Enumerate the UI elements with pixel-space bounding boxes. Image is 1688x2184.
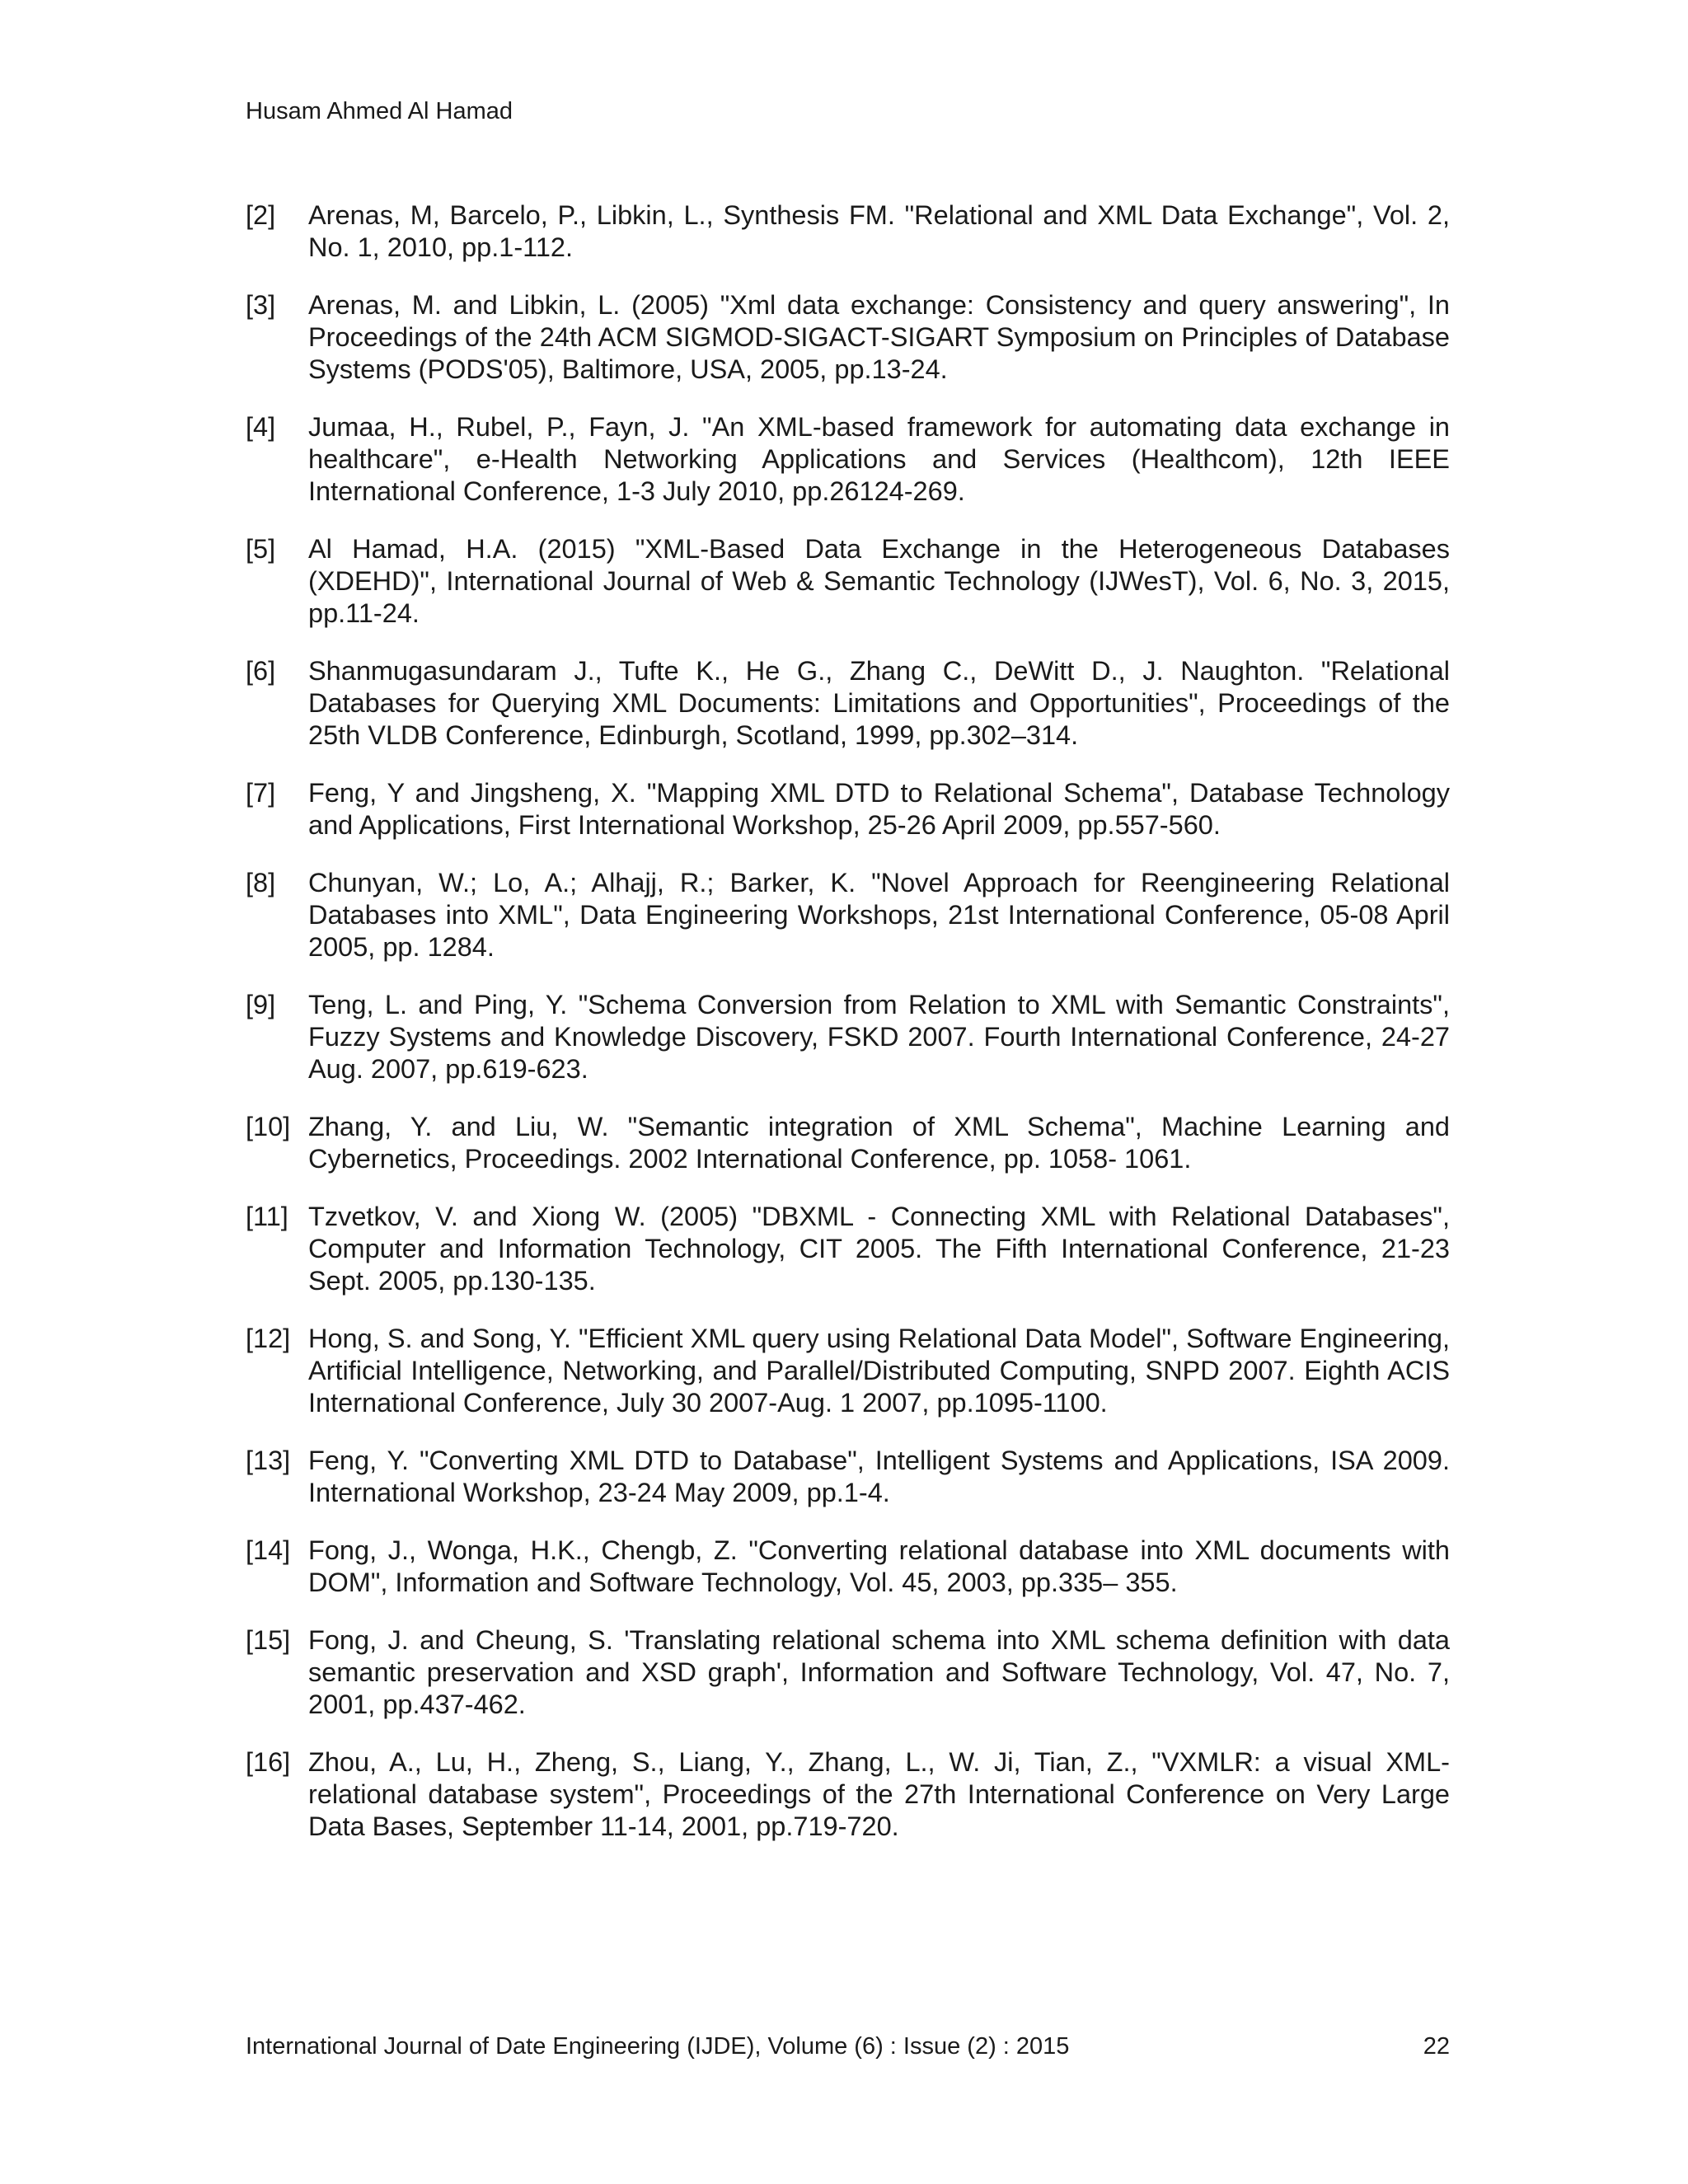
reference-number: [12] [246,1324,291,1353]
reference-number: [8] [246,868,276,898]
reference-number: [5] [246,534,276,564]
reference-item [246,655,1450,752]
reference-text: Teng, L. and Ping, Y. "Schema Conversion from Relation to XML with Semantic Constraints", Fuzzy Systems and Knowledge Discovery, FSKD 2007. Fourth International Conference, 24-27 Aug. 2007, pp.619-623. [308,990,1450,1084]
reference-text: Arenas, M, Barcelo, P., Libkin, L., Synthesis FM. "Relational and XML Data Exchange", Vol. 2, No. 1, 2010, pp.1-112. [308,200,1450,262]
reference-number: [3] [246,290,276,320]
reference-item [246,1323,1450,1419]
reference-item [246,199,1450,264]
reference-item [246,989,1450,1085]
reference-item [246,533,1450,630]
footer-journal-citation: International Journal of Date Engineering (IJDE), Volume (6) : Issue (2) : 2015 [246,2033,1070,2060]
reference-text: Feng, Y. "Converting XML DTD to Database", Intelligent Systems and Applications, ISA 2009. International Workshop, 23-24 May 2009, pp.1-4. [308,1446,1450,1507]
reference-item [246,1624,1450,1721]
reference-number: [2] [246,200,276,230]
reference-text: Arenas, M. and Libkin, L. (2005) "Xml data exchange: Consistency and query answering", In Proceedings of the 24th ACM SIGMOD-SIGACT-SIGART Symposium on Principles of Database Systems (PODS'05), Baltimore, USA, 2005, pp.13-24. [308,290,1450,384]
reference-text: Chunyan, W.; Lo, A.; Alhajj, R.; Barker, K. "Novel Approach for Reengineering Relational Databases into XML", Data Engineering Workshops, 21st International Conference, 05-08 April 2005, pp. 1284. [308,868,1450,962]
reference-number: [11] [246,1202,288,1231]
reference-text: Shanmugasundaram J., Tufte K., He G., Zhang C., DeWitt D., J. Naughton. "Relational Databases for Querying XML Documents: Limitations and Opportunities", Proceedings of the 25th VLDB Conference, Edinburgh, Scotland, 1999, pp.302–314. [308,656,1450,750]
reference-item [246,867,1450,963]
reference-item [246,1445,1450,1509]
reference-text: Zhang, Y. and Liu, W. "Semantic integration of XML Schema", Machine Learning and Cybernetics, Proceedings. 2002 International Conference, pp. 1058- 1061. [308,1112,1450,1174]
reference-text: Al Hamad, H.A. (2015) "XML-Based Data Exchange in the Heterogeneous Databases (XDEHD)", International Journal of Web & Semantic Technology (IJWesT), Vol. 6, No. 3, 2015, pp.11-24. [308,534,1450,628]
page-footer [246,2032,1450,2061]
reference-item [246,1535,1450,1599]
reference-item [246,1746,1450,1843]
reference-item [246,1201,1450,1297]
reference-item [246,1111,1450,1175]
reference-text: Fong, J. and Cheung, S. 'Translating relational schema into XML schema definition with data semantic preservation and XSD graph', Information and Software Technology, Vol. 47, No. 7, 2001, pp.437-462. [308,1625,1450,1719]
reference-text: Hong, S. and Song, Y. "Efficient XML query using Relational Data Model", Software Engineering, Artificial Intelligence, Networking, and Parallel/Distributed Computing, SNPD 2007. Eighth ACIS International Conference, July 30 2007-Aug. 1 2007, pp.1095-1100. [308,1324,1450,1418]
reference-number: [16] [246,1747,291,1777]
reference-number: [4] [246,412,276,442]
reference-text: Jumaa, H., Rubel, P., Fayn, J. "An XML-based framework for automating data exchange in healthcare", e-Health Networking Applications and Services (Healthcom), 12th IEEE International Conference, 1-3 July 2010, pp.26124-269. [308,412,1450,506]
reference-number: [15] [246,1625,291,1655]
reference-number: [9] [246,990,276,1019]
reference-number: [14] [246,1535,291,1565]
reference-list [246,199,1450,1868]
reference-text: Zhou, A., Lu, H., Zheng, S., Liang, Y., Zhang, L., W. Ji, Tian, Z., "VXMLR: a visual XML-relational database system", Proceedings of the 27th International Conference on Very Large Data Bases, September 11-14, 2001, pp.719-720. [308,1747,1450,1841]
reference-number: [7] [246,778,276,808]
reference-text: Feng, Y and Jingsheng, X. "Mapping XML DTD to Relational Schema", Database Technology and Applications, First International Workshop, 25-26 April 2009, pp.557-560. [308,778,1450,840]
page-number: 22 [1423,2033,1450,2060]
reference-item [246,777,1450,841]
reference-number: [10] [246,1112,291,1141]
running-head-author: Husam Ahmed Al Hamad [246,98,513,124]
reference-number: [6] [246,656,276,686]
reference-item [246,289,1450,386]
reference-text: Fong, J., Wonga, H.K., Chengb, Z. "Converting relational database into XML documents with DOM", Information and Software Technology, Vol. 45, 2003, pp.335– 355. [308,1535,1450,1597]
reference-item [246,411,1450,508]
reference-number: [13] [246,1446,291,1475]
reference-text: Tzvetkov, V. and Xiong W. (2005) "DBXML - Connecting XML with Relational Databases", Computer and Information Technology, CIT 2005. The Fifth International Conference, 21-23 Sept. 2005, pp.130-135. [308,1202,1450,1296]
